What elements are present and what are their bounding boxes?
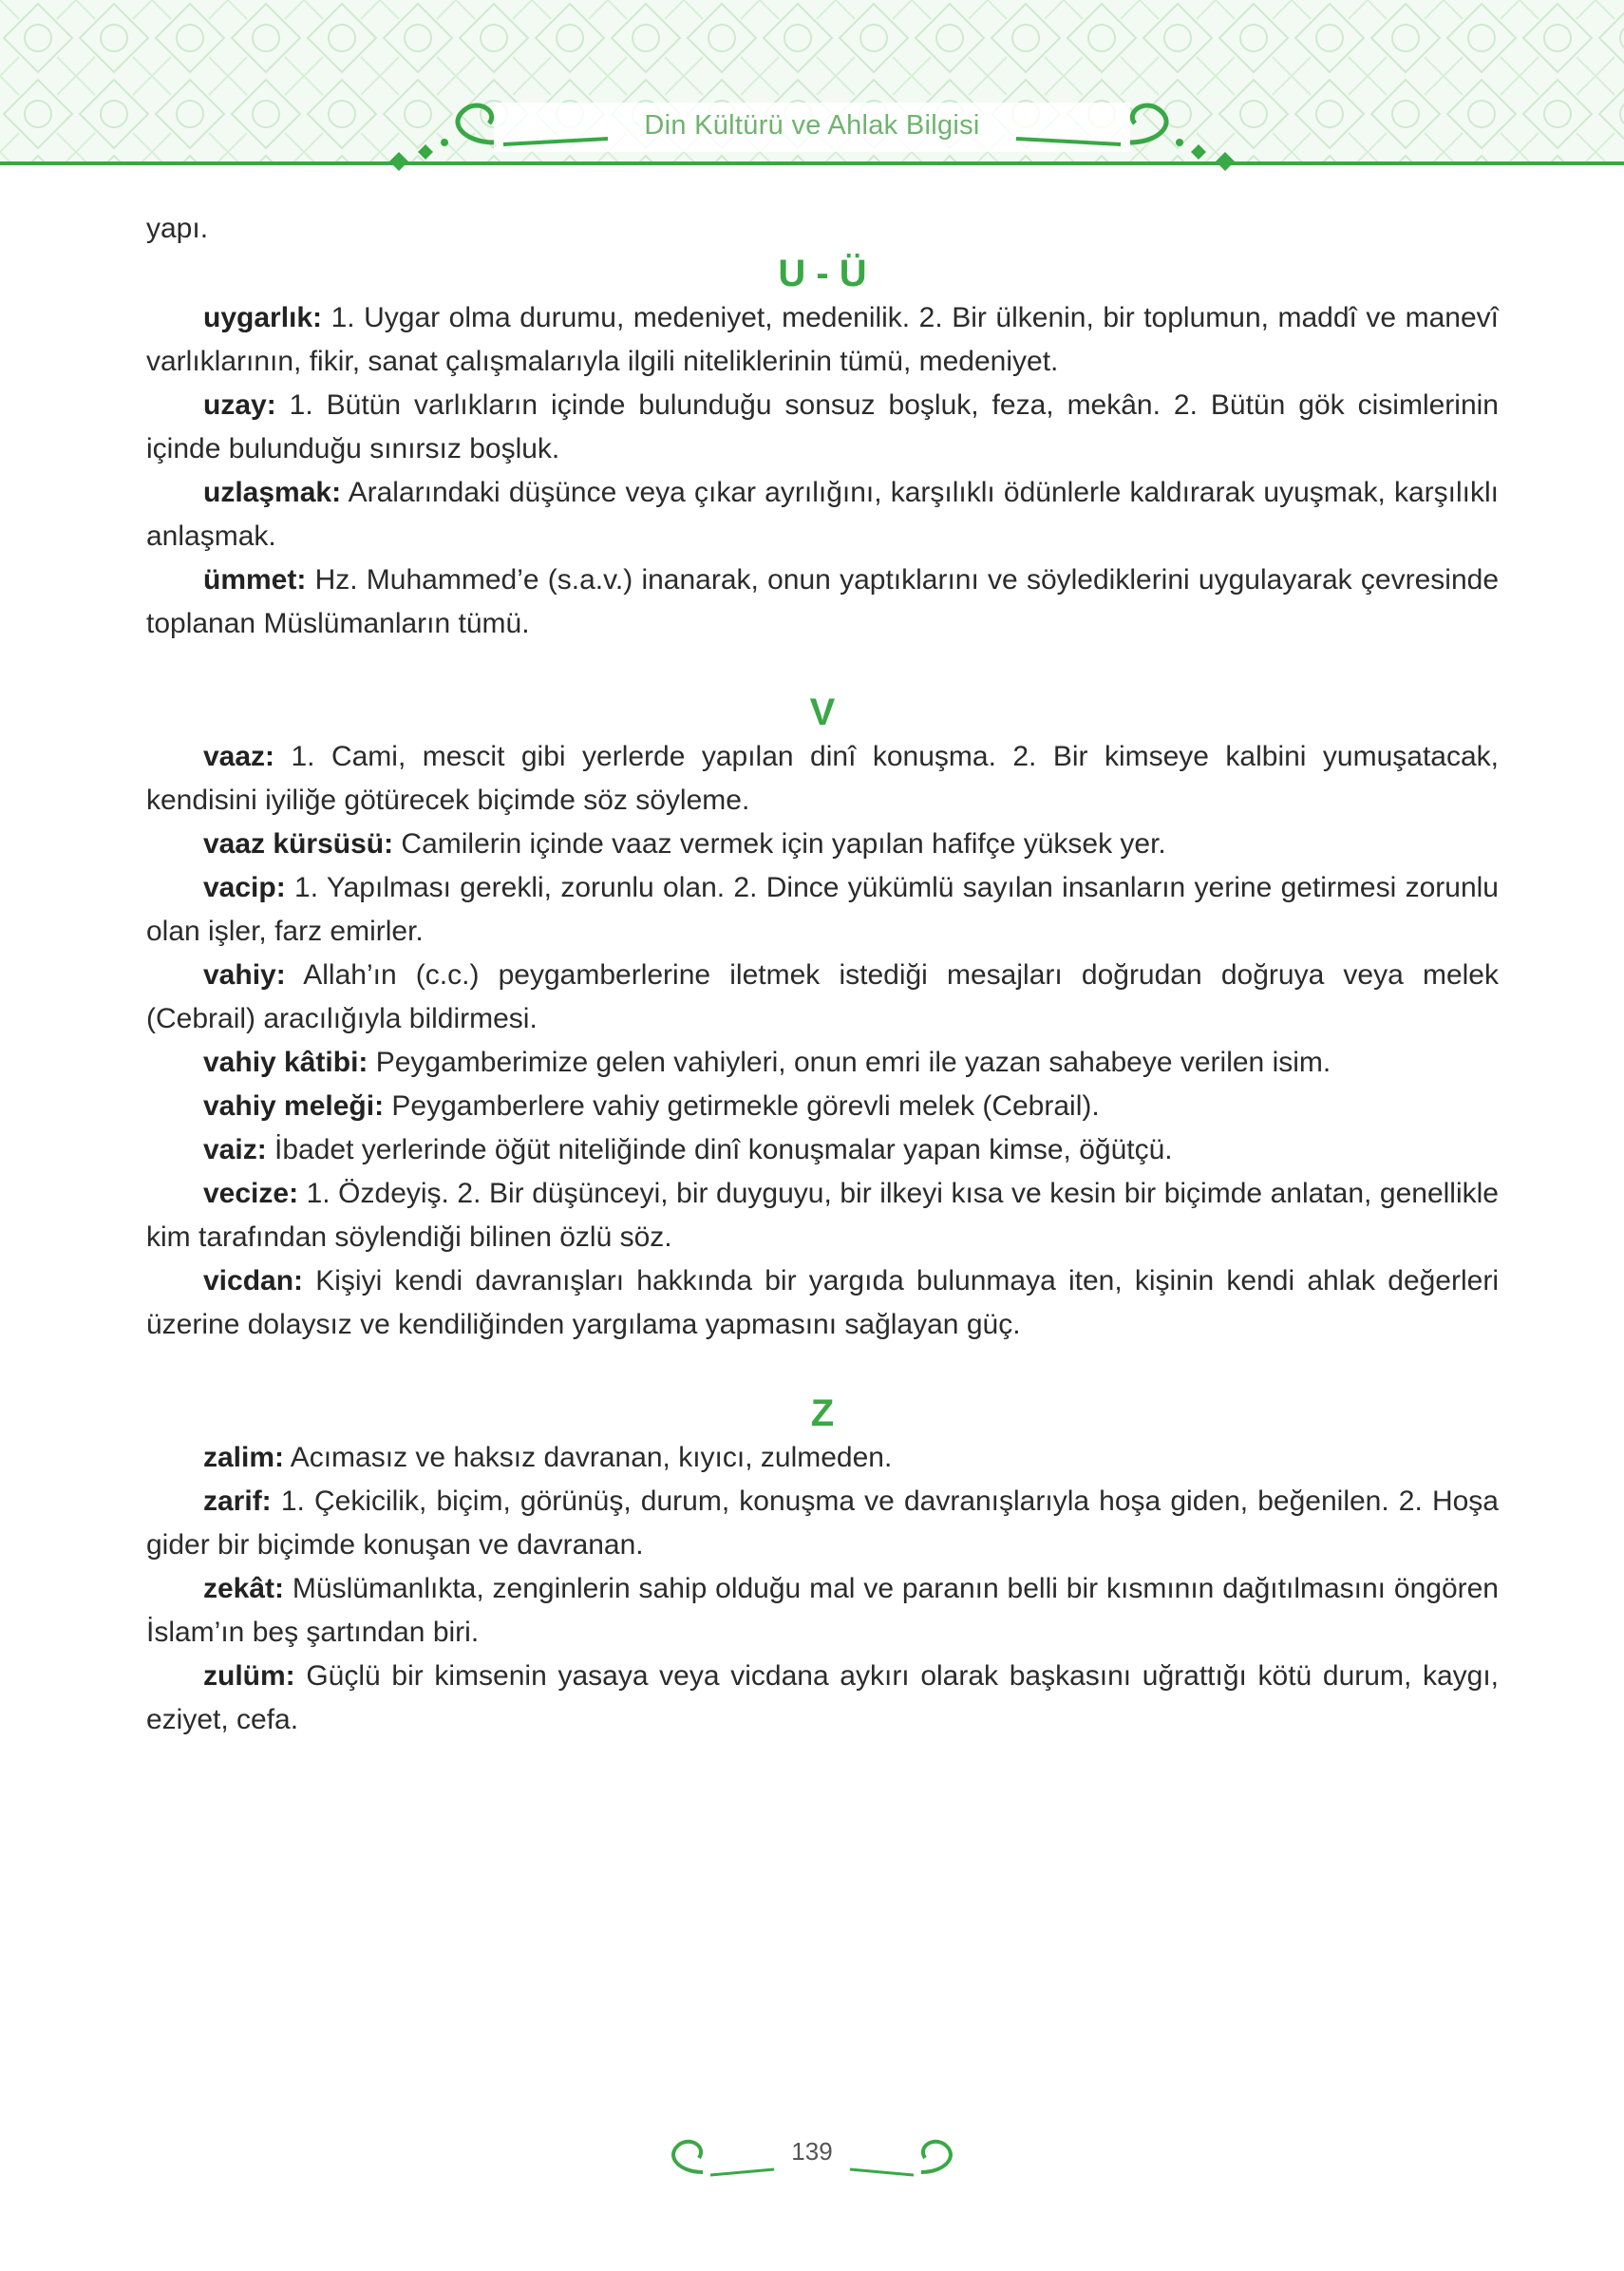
section-v bbox=[146, 690, 1499, 1347]
entry-term: uzay: bbox=[203, 389, 276, 421]
glossary-entry bbox=[146, 384, 1499, 471]
glossary-entry bbox=[146, 823, 1499, 866]
entry-definition: Kişiyi kendi davranışları hakkında bir yargıda bulunmaya iten, kişinin kendi ahlak değerleri üzerine dolaysız ve kendiliğinden yargılama yapmasını sağlayan güç. bbox=[146, 1265, 1499, 1340]
glossary-entry bbox=[146, 1655, 1499, 1742]
entry-term: vahiy meleği: bbox=[203, 1090, 385, 1122]
entry-definition: 1. Özdeyiş. 2. Bir düşünceyi, bir duyguyu, bir ilkeyi kısa ve kesin bir biçimde anlatan, genellikle kim tarafından söylendiği bilinen özlü söz. bbox=[146, 1178, 1499, 1253]
entry-definition: Peygamberlere vahiy getirmekle görevli melek (Cebrail). bbox=[384, 1090, 1100, 1122]
continuation-text: yapı. bbox=[146, 213, 209, 244]
entry-definition: Peygamberimize gelen vahiyleri, onun emri ile yazan sahabeye verilen isim. bbox=[368, 1047, 1331, 1078]
entry-term: zarif: bbox=[203, 1486, 272, 1517]
glossary-entry bbox=[146, 866, 1499, 954]
header-ornament bbox=[0, 0, 1624, 171]
entry-definition: 1. Cami, mescit gibi yerlerde yapılan dinî konuşma. 2. Bir kimseye kalbini yumuşatacak, kendisini iyiliğe götürecek biçimde söz söyleme. bbox=[146, 741, 1499, 816]
entry-definition: 1. Yapılması gerekli, zorunlu olan. 2. Dince yükümlü sayılan insanların yerine getirmesi zorunlu olan işler, farz emirler. bbox=[146, 872, 1499, 947]
section-u bbox=[146, 251, 1499, 646]
entry-definition: Aralarındaki düşünce veya çıkar ayrılığını, karşılıklı ödünlerle kaldırarak uyuşmak, karşılıklı anlaşmak. bbox=[146, 477, 1499, 552]
entry-definition: 1. Bütün varlıkların içinde bulunduğu sonsuz boşluk, feza, mekân. 2. Bütün gök cisimlerinin içinde bulunduğu sınırsız boşluk. bbox=[146, 389, 1499, 464]
glossary-entry bbox=[146, 1480, 1499, 1567]
entry-term: vaaz kürsüsü: bbox=[203, 828, 394, 860]
entry-definition: Hz. Muhammed’e (s.a.v.) inanarak, onun yaptıklarını ve söylediklerini uygulayarak çevresinde toplanan Müslümanların tümü. bbox=[146, 564, 1499, 639]
entry-definition: Acımasız ve haksız davranan, kıyıcı, zulmeden. bbox=[284, 1442, 893, 1473]
section-letter: Z bbox=[810, 1392, 835, 1434]
entry-definition: İbadet yerlerinde öğüt niteliğinde dinî konuşmalar yapan kimse, öğütçü. bbox=[266, 1134, 1173, 1165]
glossary-entry bbox=[146, 296, 1499, 384]
section-letter: V bbox=[809, 691, 836, 733]
glossary-entry bbox=[146, 1041, 1499, 1085]
entry-term: vahiy kâtibi: bbox=[203, 1047, 368, 1078]
entry-term: ümmet: bbox=[203, 564, 307, 596]
glossary-entry bbox=[146, 1085, 1499, 1128]
glossary-entry bbox=[146, 1172, 1499, 1259]
entry-definition: Güçlü bir kimsenin yasaya veya vicdana aykırı olarak başkasını uğrattığı kötü durum, kaygı, eziyet, cefa. bbox=[146, 1660, 1499, 1735]
glossary-entry bbox=[146, 1259, 1499, 1347]
glossary-entry bbox=[146, 954, 1499, 1041]
entry-definition: 1. Uygar olma durumu, medeniyet, medenilik. 2. Bir ülkenin, bir toplumun, maddî ve manevî varlıklarının, fikir, sanat çalışmalarıyla ilgili niteliklerinin tümü, medeniyet. bbox=[146, 302, 1499, 377]
running-title: Din Kültürü ve Ahlak Bilgisi bbox=[644, 110, 980, 141]
section-letter: U - Ü bbox=[778, 253, 867, 294]
page-header bbox=[0, 0, 1624, 171]
entry-term: vaiz: bbox=[203, 1134, 267, 1165]
entry-definition: Camilerin içinde vaaz vermek için yapılan hafifçe yüksek yer. bbox=[393, 828, 1166, 860]
entry-term: zalim: bbox=[203, 1442, 285, 1473]
entry-term: vacip: bbox=[203, 872, 286, 903]
entry-term: zekât: bbox=[203, 1573, 285, 1604]
entry-term: vicdan: bbox=[203, 1265, 304, 1296]
entry-definition: 1. Çekicilik, biçim, görünüş, durum, konuşma ve davranışlarıyla hoşa giden, beğenilen. 2. Hoşa gider bir biçimde konuşan ve davranan. bbox=[146, 1486, 1499, 1561]
glossary-entry bbox=[146, 735, 1499, 823]
glossary-entry bbox=[146, 558, 1499, 646]
entry-term: vahiy: bbox=[203, 959, 286, 991]
glossary-entry bbox=[146, 1567, 1499, 1655]
page-number: 139 bbox=[791, 2137, 833, 2166]
entry-definition: Allah’ın (c.c.) peygamberlerine iletmek istediği mesajları doğrudan doğruya veya melek (Cebrail) aracılığıyla bildirmesi. bbox=[146, 959, 1499, 1034]
entry-definition: Müslümanlıkta, zenginlerin sahip olduğu mal ve paranın belli bir kısmının dağıtılmasını öngören İslam’ın beş şartından biri. bbox=[146, 1573, 1499, 1648]
entry-term: zulüm: bbox=[203, 1660, 295, 1692]
glossary-entry bbox=[146, 471, 1499, 558]
glossary-content bbox=[146, 207, 1499, 1742]
section-z bbox=[146, 1391, 1499, 1742]
glossary-entry bbox=[146, 1128, 1499, 1172]
entry-term: uzlaşmak: bbox=[203, 477, 342, 508]
entry-term: vecize: bbox=[203, 1178, 299, 1209]
entry-term: vaaz: bbox=[203, 741, 275, 772]
glossary-entry bbox=[146, 1436, 1499, 1480]
entry-term: uygarlık: bbox=[203, 302, 323, 333]
